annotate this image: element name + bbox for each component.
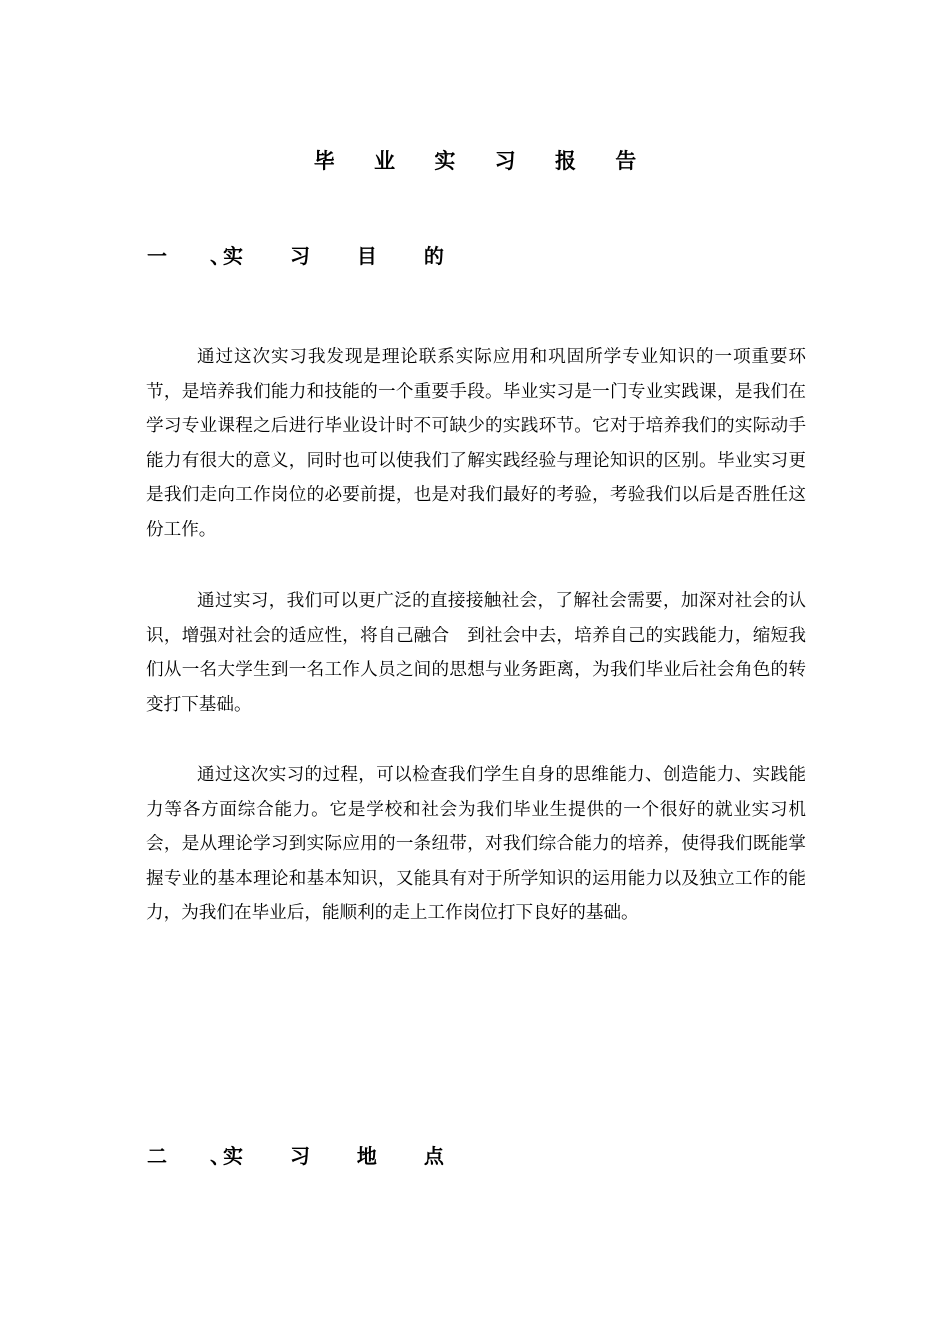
section-heading-location	[147, 1141, 464, 1171]
paragraph: 通过这次实习我发现是理论联系实际应用和巩固所学专业知识的一项重要环节，是培养我们能力和技能的一个重要手段。毕业实习是一门专业实践课，是我们在学习专业课程之后进行毕业设计时不可缺少的实践环节。它对于培养我们的实际动手能力有很大的意义，同时也可以使我们了解实践经验与理论知识的区别。毕业实习更是我们走向工作岗位的必要前提，也是对我们最好的考验，考验我们以后是否胜任这份工作。	[146, 347, 806, 540]
page-title: 毕 业 实 习 报 告	[313, 149, 653, 173]
section-title: 实 习 目 的	[223, 244, 464, 268]
paragraph: 通过这次实习的过程，可以检查我们学生自身的思维能力、创造能力、实践能力等各方面综合能力。它是学校和社会为我们毕业生提供的一个很好的就业实习机会，是从理论学习到实际应用的一条纽带，对我们综合能力的培养，使得我们既能掌握专业的基本理论和基本知识，又能具有对于所学知识的运用能力以及独立工作的能力，为我们在毕业后，能顺利的走上工作岗位打下良好的基础。	[146, 765, 806, 923]
section-heading-purpose	[147, 241, 464, 271]
section-title: 实 习 地 点	[223, 1144, 464, 1168]
section-number: 一 、	[147, 244, 248, 268]
section-number: 二 、	[147, 1144, 248, 1168]
paragraph: 通过实习，我们可以更广泛的直接接触社会，了解社会需要，加深对社会的认识，增强对社会的适应性，将自己融合 到社会中去，培养自己的实践能力，缩短我们从一名大学生到一名工作人员之间的思想与业务距离，为我们毕业后社会角色的转变打下基础。	[146, 591, 806, 715]
